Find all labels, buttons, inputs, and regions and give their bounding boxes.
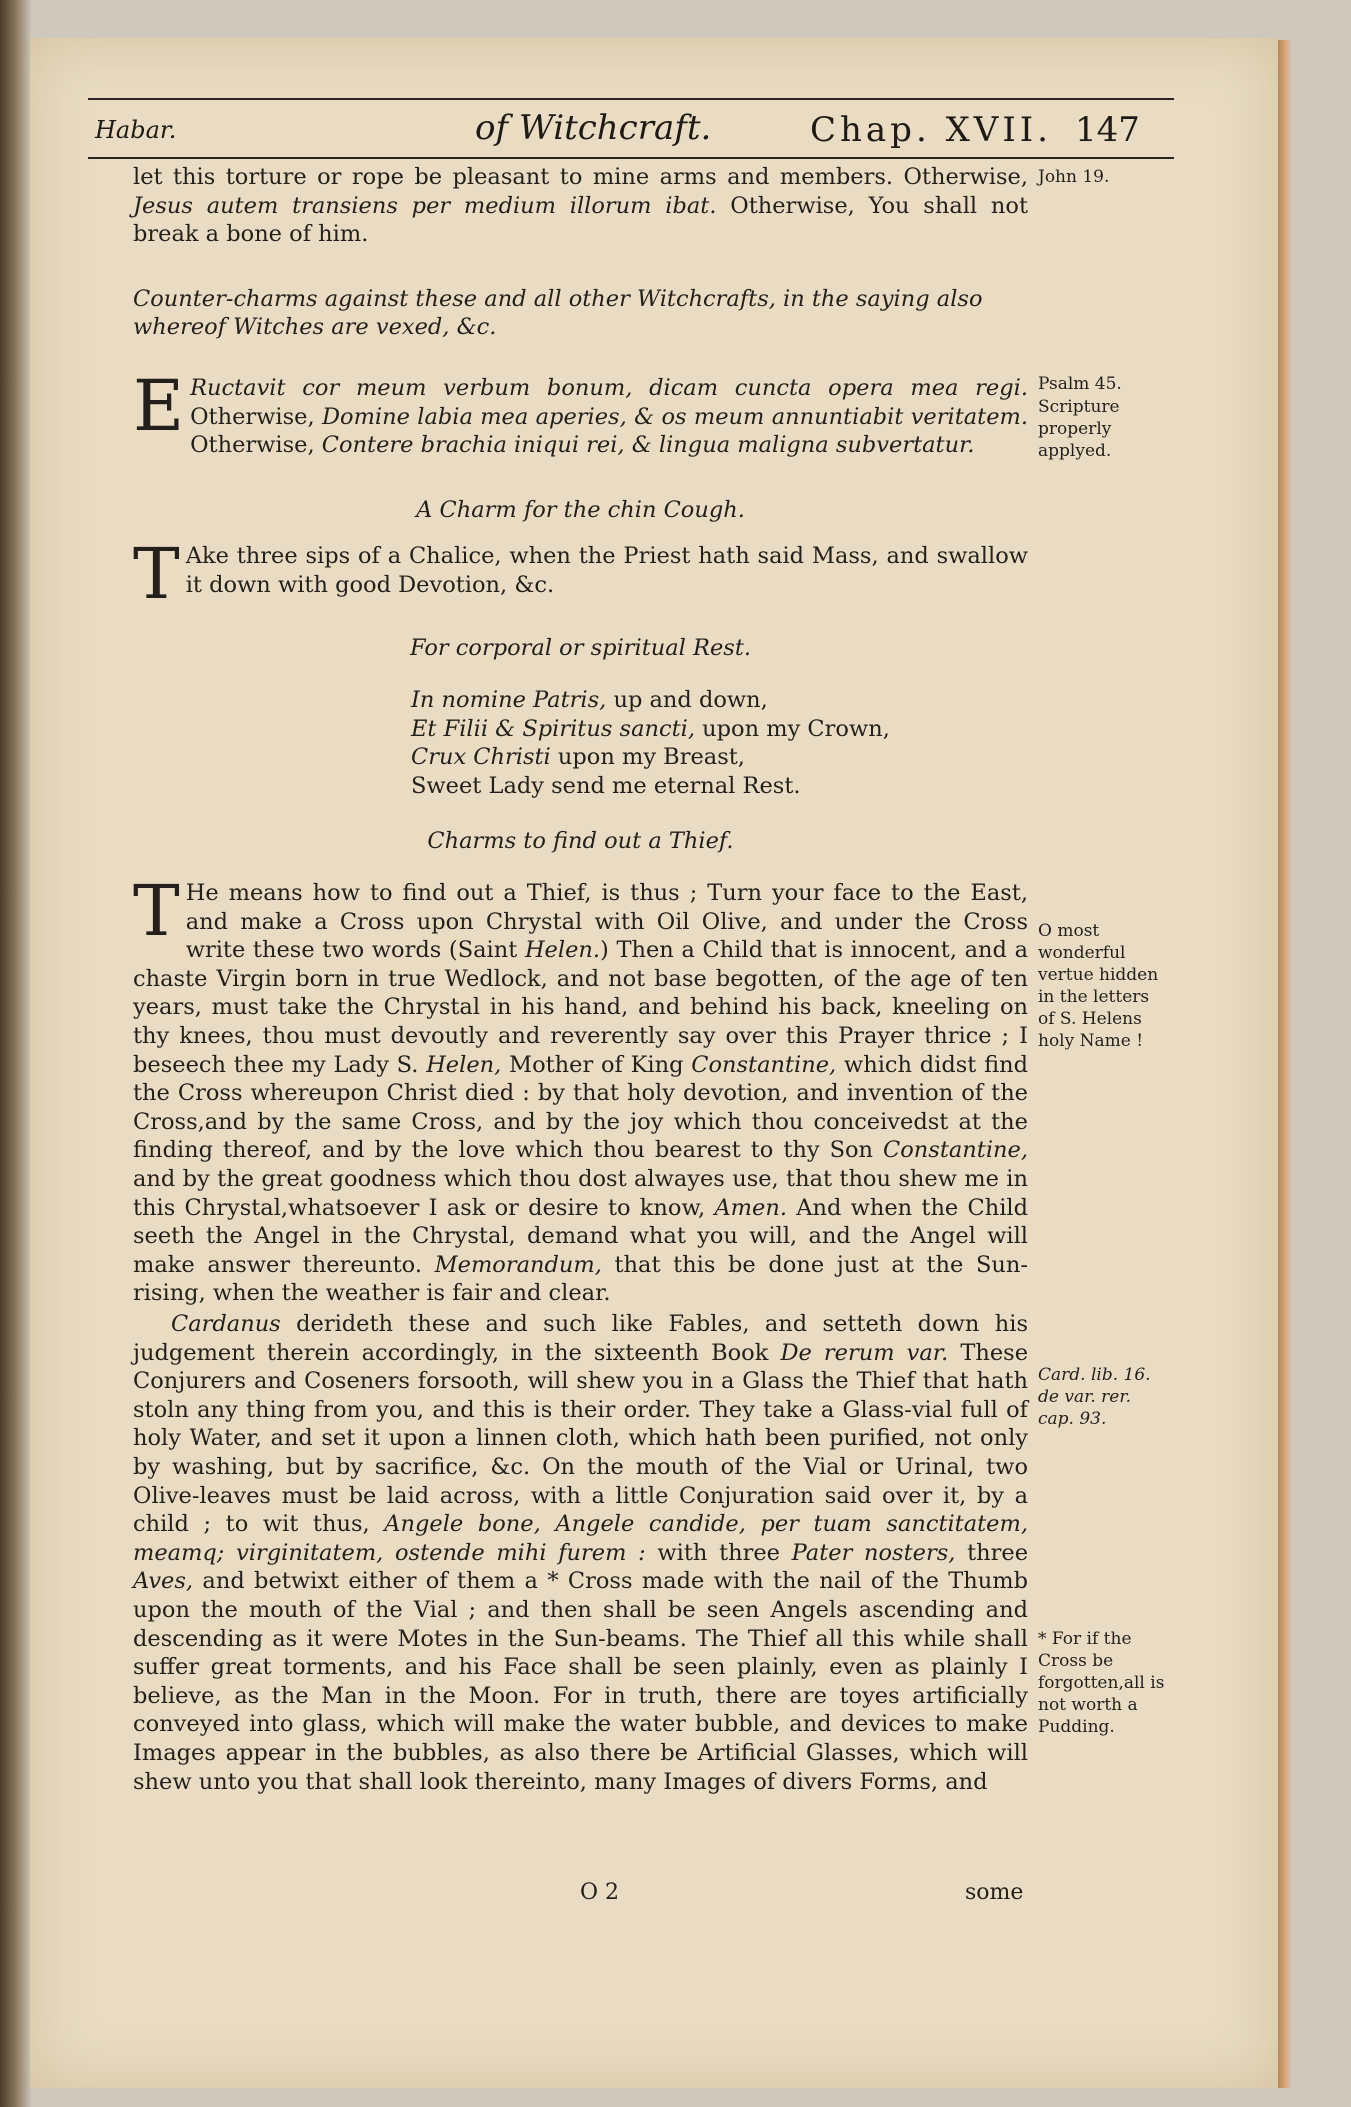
header-rule-top [88,98,1174,100]
sidenote-scripture: Scripture properly applyed. [1038,397,1120,461]
header-rule-bottom [88,157,1174,159]
verse-line: Et Filii & Spiritus sancti, upon my Crown, [411,715,890,742]
paragraph-4: T He means how to find out a Thief, is thus ; Turn your face to the East, and make a Cross upon Chrystal with Oil Olive, and under the Cross write these two words (Saint Helen.) Then a Child that is innocent, and a chaste Virgin born in true Wedlock, and not base begotten, of the age of ten years, must take the Chrystal in his hand, and behind his back, kneeling on thy knees, thou must devoutly and reverently say over this Prayer thrice ; I beseech thee my Lady S. Helen, Mother of King Constantine, which didst find the Cross whereupon Christ died : by that holy devotion, and invention of the Cross,and by the same Cross, and by the joy which thou conceivedst at the finding thereof, and by the love which thou bearest to thy Son Constantine, and by the great goodness which thou dost alwayes use, that thou shew me in this Chrystal,whatsoever I ask or desire to know, Amen. And when the Child seeth the Angel in the Chrystal, demand what you will, and the Angel will make answer thereunto. Memorandum, that this be done just at the Sun-rising, when the weather is fair and clear. [133,870,1029,1307]
sidenote-john: John 19. [1038,167,1110,187]
verse-line: Sweet Lady send me eternal Rest. [411,772,801,799]
header-title: of Witchcraft. [475,108,712,148]
verse-line: In nomine Patris, up and down, [411,687,768,714]
sidenote-cardanus: Card. lib. 16. de var. rer. cap. 93. [1038,1365,1151,1429]
verse-block [411,686,1028,800]
header-left: Habar. [95,116,177,144]
rest-heading: For corporal or spiritual Rest. [409,634,752,661]
sidenote-psalm: Psalm 45. [1038,374,1122,394]
thief-heading: Charms to find out a Thief. [427,827,734,854]
running-header [95,108,1145,158]
sidenote-cross: * For if the Cross be forgotten,all is not worth a Pudding. [1038,1629,1165,1737]
paragraph-2: E Ructavit cor meum verbum bonum, dicam cuncta opera mea regi. Otherwise, Domine labia mea aperies, & os meum annuntiabit veritatem. Otherwise, Contere brachia iniqui rei, & lingua maligna subvertatur. [133,364,1029,459]
signature-mark: O 2 [580,1880,620,1905]
paragraph-1: let this torture or rope be pleasant to mine arms and members. Otherwise, Jesus autem transiens per medium illorum ibat. Otherwise, You shall not break a bone of him. [133,164,1028,248]
paragraph-5: Cardanus derideth these and such like Fables, and setteth down his judgement therein accordingly, in the sixteenth Book De rerum var. These Conjurers and Coseners forsooth, will shew you in a Glass the Thief that hath stoln any thing from you, and this is their order. They take a Glass-vial full of holy Water, and set it upon a linnen cloth, which hath been purified, not only by washing, but by sacrifice, &c. On the mouth of the Vial or Urinal, two Olive-leaves must be laid across, with a little Conjuration said over it, by a child ; to wit thus, Angele bone, Angele candide, per tuam sanctitatem, meamq; virginitatem, ostende mihi furem : with three Pater nosters, three Aves, and betwixt either of them a * Cross made with the nail of the Thumb upon the mouth of the Vial ; and then shall be seen Angels ascending and descending as it were Motes in the Sun-beams. The Thief all this while shall suffer great torments, and his Face shall be seen plainly, even as plainly I believe, as the Man in the Moon. For in truth, there are toyes artificially conveyed into glass, which will make the water bubble, and devices to make Images appear in the bubbles, as also there be Artificial Glasses, which will shew unto you that shall look thereinto, many Images of divers Forms, and [133,1311,1029,1795]
header-chapter: Chap. XVII. [810,110,1052,150]
page-body [133,163,1028,1796]
page-edge [1278,40,1292,2088]
page-number: 147 [1075,110,1140,150]
verse-line: Crux Christi upon my Breast, [411,744,745,771]
sidenote-helen: O most wonderful vertue hidden in the letters of S. Helens holy Name ! [1038,921,1159,1051]
counter-charms-heading: Counter-charms against these and all other Witchcrafts, in the saying also whereof Witches are vexed, &c. [133,285,983,341]
catchword: some [965,1880,1024,1905]
paragraph-3: T Ake three sips of a Chalice, when the Priest hath said Mass, and swallow it down with good Devotion, &c. [133,533,1028,616]
chin-cough-heading: A Charm for the chin Cough. [416,496,745,523]
book-spine [0,0,32,2107]
